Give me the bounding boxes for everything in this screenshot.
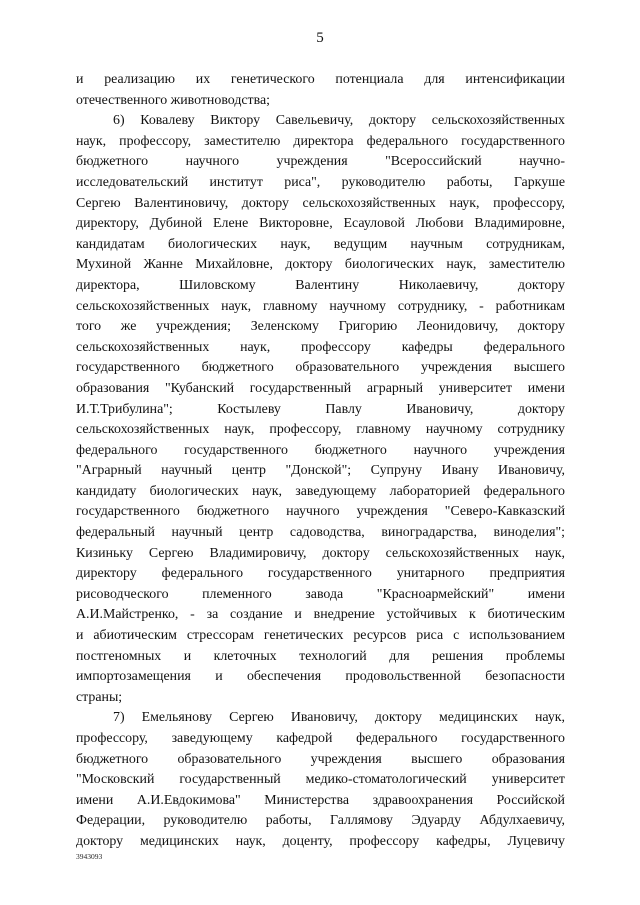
text-line: И.Т.Трибулина"; Костылеву Павлу Ивановичу, доктору (76, 401, 565, 417)
text-line: директору федерального государственного унитарного предприятия (76, 566, 565, 582)
document-code: 3943093 (76, 852, 103, 861)
text-line: федерального государственного бюджетного научного учреждения (76, 442, 565, 458)
text-line: сельскохозяйственных наук, профессору, главному научному сотруднику (76, 422, 565, 438)
text-line: профессору, заведующему кафедрой федерального государственного (76, 731, 565, 746)
text-line: наук, профессору, заместителю директора федерального государственного (76, 133, 565, 149)
text-line: А.И.Майстренко, - за создание и внедрение устойчивых к биотическим (76, 607, 565, 623)
paragraph-7-start: 7) Емельянову Сергею Ивановичу, доктору медицинских наук, (113, 710, 565, 726)
text-line: Кизиньку Сергею Владимировичу, доктору сельскохозяйственных наук, (76, 545, 565, 561)
text-line: рисоводческого племенного завода "Красноармейский" имени (76, 586, 565, 602)
text-line: бюджетного научного учреждения "Всероссийский научно- (76, 154, 565, 170)
text-line: директора, Шиловскому Валентину Николаевичу, доктору (76, 277, 565, 293)
text-line: исследовательский институт риса", руководителю работы, Гаркуше (76, 174, 565, 190)
text-line: Мухиной Жанне Михайловне, доктору биологических наук, заместителю (76, 257, 565, 273)
text-line: Сергею Валентиновичу, доктору сельскохозяйственных наук, профессору, (76, 195, 565, 211)
document-body (76, 70, 565, 853)
text-line: "Московский государственный медико-стоматологический университет (76, 772, 565, 788)
text-line: образования "Кубанский государственный аграрный университет имени (76, 380, 565, 396)
text-line: государственного бюджетного научного учреждения "Северо-Кавказский (76, 504, 565, 520)
text-line: доктору медицинских наук, доценту, профессору кафедры, Луцевичу (76, 833, 565, 849)
text-line: кандидатам биологических наук, ведущим научным сотрудникам, (76, 236, 565, 252)
text-line: государственного бюджетного образовательного учреждения высшего (76, 360, 565, 376)
text-line: Федерации, руководителю работы, Галлямову Эдуарду Абдулхаевичу, (76, 813, 565, 829)
text-line: федеральный научный центр садоводства, виноградарства, виноделия"; (76, 525, 565, 541)
text-line: постгеномных и клеточных технологий для решения проблемы (76, 648, 565, 664)
text-line: того же учреждения; Зеленскому Григорию Леонидовичу, доктору (76, 319, 565, 335)
text-line: сельскохозяйственных наук, профессору кафедры федерального (76, 339, 565, 355)
text-line: и абиотическим стрессорам генетических ресурсов риса с использованием (76, 628, 565, 644)
text-line: бюджетного образовательного учреждения высшего образования (76, 751, 565, 767)
text-line: кандидату биологических наук, заведующему лабораторией федерального (76, 483, 565, 499)
text-line: страны; (76, 689, 123, 705)
page-number: 5 (316, 30, 324, 46)
text-line: имени А.И.Евдокимова" Министерства здравоохранения Российской (76, 792, 565, 808)
text-line: директору, Дубиной Елене Викторовне, Есауловой Любови Владимировне, (76, 216, 565, 232)
text-line: сельскохозяйственных наук, главному научному сотруднику, - работникам (76, 298, 565, 314)
text-line: и реализацию их генетического потенциала для интенсификации (76, 72, 565, 87)
text-line: импортозамещения и обеспечения продовольственной безопасности (76, 669, 565, 685)
text-line: отечественного животноводства; (76, 92, 271, 108)
paragraph-6-start: 6) Ковалеву Виктору Савельевичу, доктору сельскохозяйственных (113, 113, 565, 129)
text-line: "Аграрный научный центр "Донской"; Супруну Ивану Ивановичу, (76, 463, 565, 479)
